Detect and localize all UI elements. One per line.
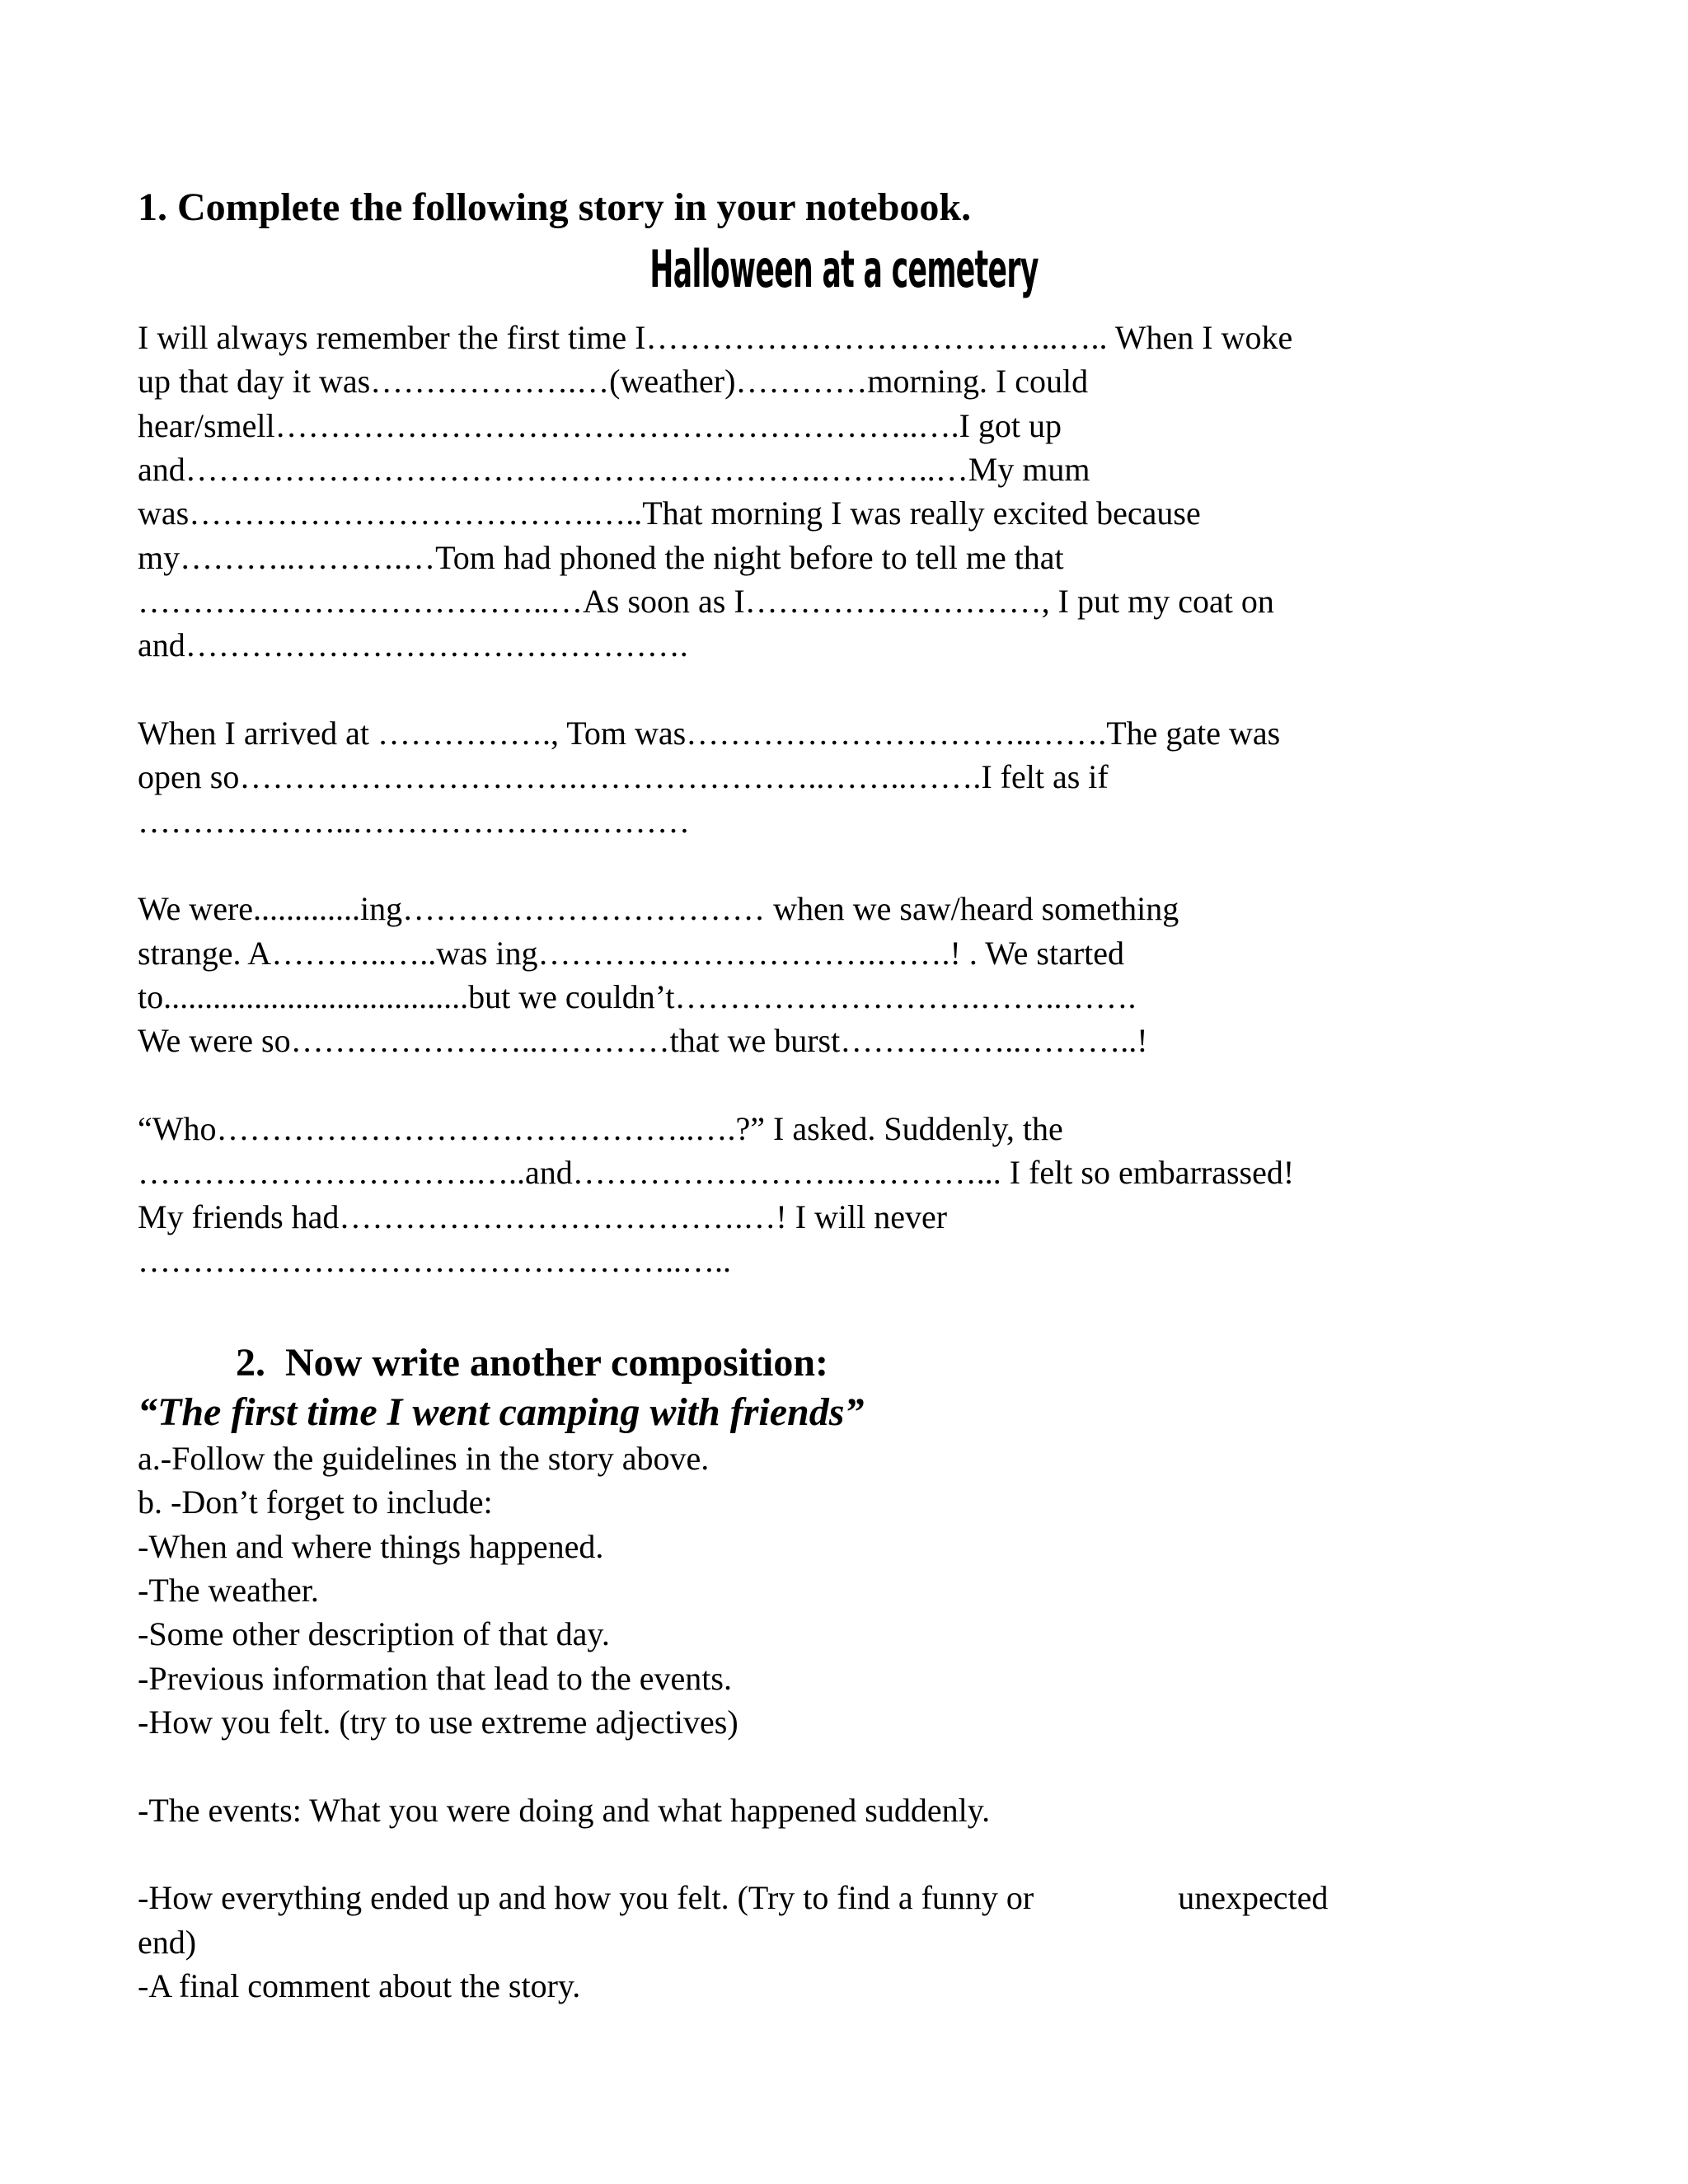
guideline-line-text: -How everything ended up and how you felt. (Try to find a funny or <box>138 1879 1034 1916</box>
story-line: hear/smell…………………………………………………..….I got up <box>138 407 1062 444</box>
story-line: I will always remember the first time I………………………………..….. When I woke <box>138 319 1293 356</box>
story-line: was……………………………….…..That morning I was really excited because <box>138 494 1201 532</box>
story-line: strange. A………..…..was ing………………………….…….! . We started <box>138 935 1125 972</box>
guideline-line-wrapped-word: unexpected <box>1178 1879 1329 1916</box>
story-line: up that day it was……………….…(weather)…………morning. I could <box>138 363 1089 400</box>
guideline-line: -How you felt. (try to use extreme adjectives) <box>138 1704 738 1741</box>
guideline-line: -Previous information that lead to the events. <box>138 1660 732 1697</box>
guideline-line: b. -Don’t forget to include: <box>138 1483 493 1521</box>
guideline-line: -The weather. <box>138 1572 319 1609</box>
guideline-line: -A final comment about the story. <box>138 1967 581 2004</box>
story-line: ………………………………..…As soon as I………………………, I put my coat on <box>138 583 1274 620</box>
guideline-line <box>138 1879 1329 1916</box>
story-line: and………………………………………………….………..…My mum <box>138 451 1090 488</box>
story-line: ………………..………………….……… <box>138 803 690 840</box>
guideline-line: -When and where things happened. <box>138 1528 604 1565</box>
composition-title: “The first time I went camping with friends” <box>138 1390 865 1434</box>
story-line: When I arrived at ……………., Tom was…………………………..…….The gate was <box>138 715 1281 752</box>
guideline-line: a.-Follow the guidelines in the story above. <box>138 1440 710 1477</box>
story-line: ………………………….…..and…………………….…………... I felt so embarrassed! <box>138 1154 1295 1191</box>
guideline-line: -The events: What you were doing and what happened suddenly. <box>138 1792 991 1829</box>
exercise-2-heading <box>236 1343 828 1383</box>
story-line: …………………………………………..….. <box>138 1242 731 1279</box>
story-line: “Who……………………………………..….?” I asked. Suddenly, the <box>138 1110 1063 1147</box>
story-line: open so………………………….…………………..……..…….I felt as if <box>138 758 1109 795</box>
story-line: to.....................................but we couldn’t……………………….……..……. <box>138 978 1137 1015</box>
guideline-line: end) <box>138 1924 197 1961</box>
story-title-text: Halloween at a cemetery <box>649 239 1039 299</box>
guideline-line: -Some other description of that day. <box>138 1615 610 1652</box>
exercise-2-heading-text: Now write another composition: <box>285 1341 829 1385</box>
story-line: We were so…………………..…………that we burst……………..………..! <box>138 1022 1148 1059</box>
exercise-1-heading: 1. Complete the following story in your notebook. <box>138 185 972 229</box>
story-line: my………..……….…Tom had phoned the night before to tell me that <box>138 539 1064 576</box>
story-line: and………………………………………. <box>138 626 688 663</box>
story-line: My friends had……………………………….…! I will never <box>138 1198 948 1235</box>
story-line: We were.............ing…………………………… when we saw/heard something <box>138 890 1179 927</box>
exercise-2-number: 2. <box>236 1341 265 1385</box>
story-title <box>0 239 1688 299</box>
